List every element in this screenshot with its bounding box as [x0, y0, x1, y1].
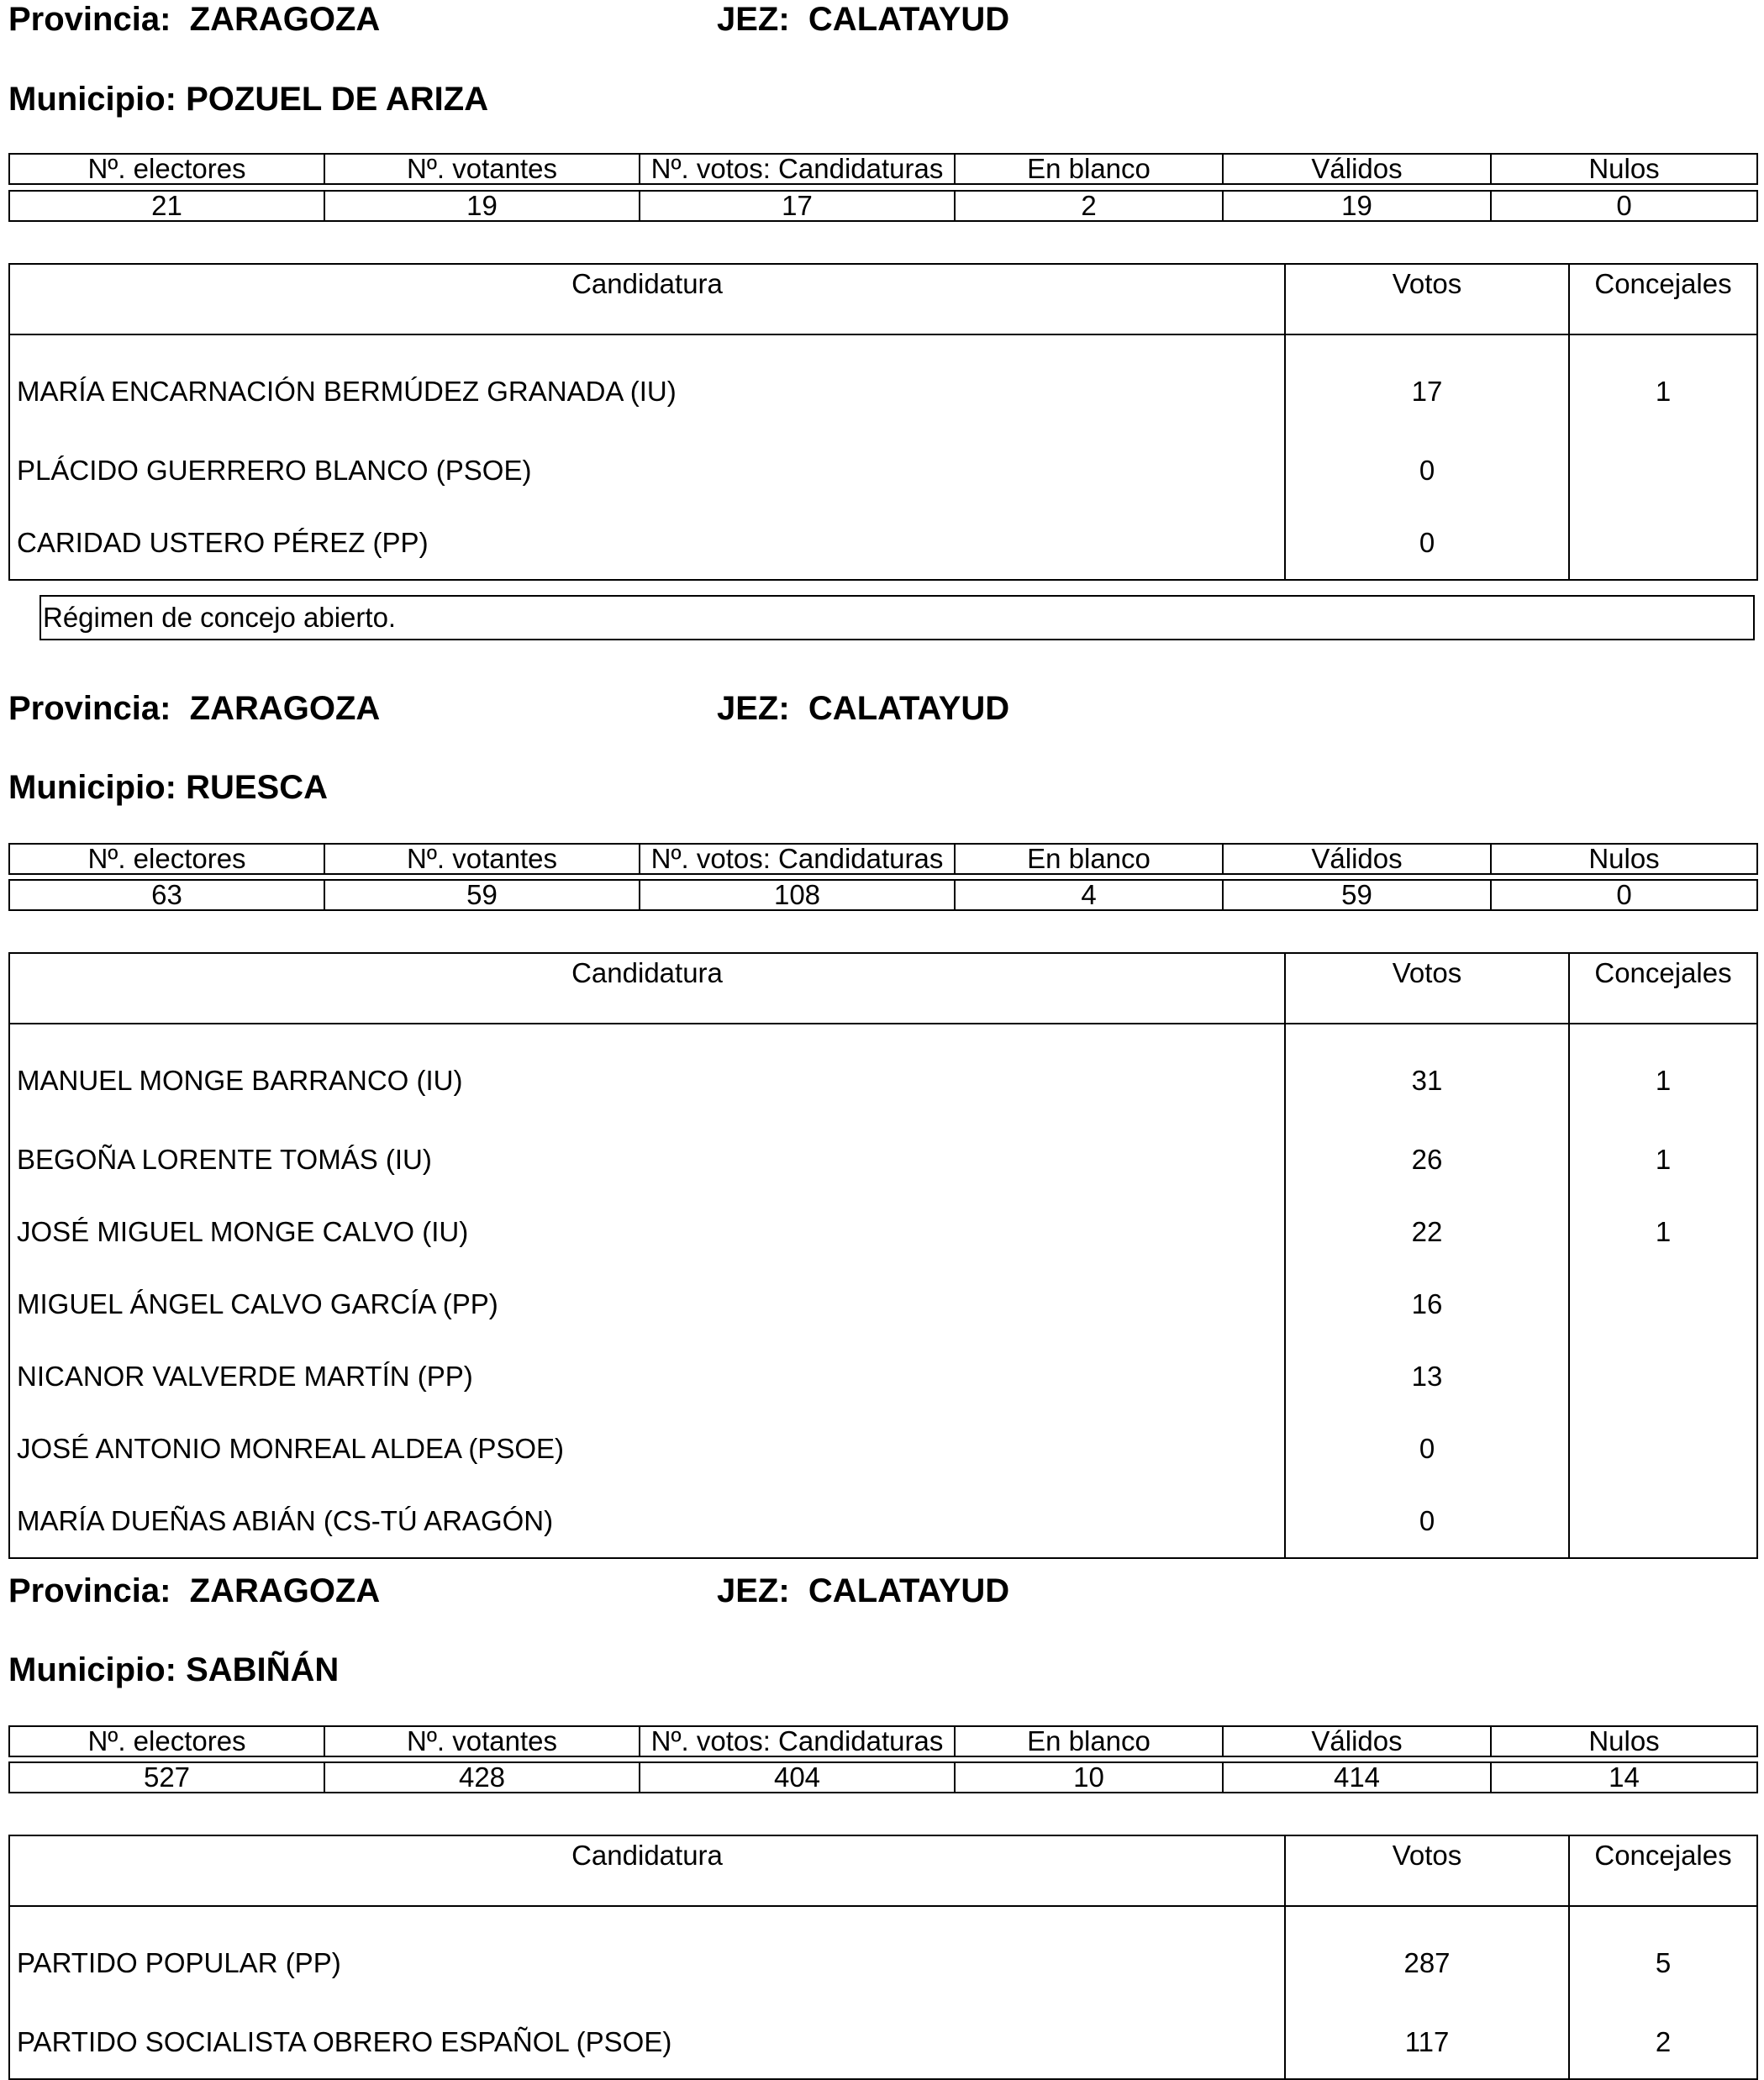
- candidates-header-row: [9, 1835, 1757, 1906]
- stat-value: 108: [640, 880, 955, 910]
- municipio-label: Municipio:: [8, 81, 176, 118]
- stat-header: Nº. votos: Candidaturas: [640, 844, 955, 874]
- concejo-abierto-note: Régimen de concejo abierto.: [39, 595, 1755, 640]
- candidate-votes: 0: [1285, 1485, 1569, 1558]
- stats-values-table: [8, 879, 1758, 911]
- stat-header: Válidos: [1223, 154, 1491, 184]
- jez-heading: [717, 1572, 1009, 1610]
- jez-value: CALATAYUD: [808, 1, 1010, 38]
- stats-values-row: [9, 191, 1757, 221]
- votos-header: Votos: [1285, 264, 1569, 334]
- candidate-votes: 0: [1285, 434, 1569, 507]
- stat-value: 4: [955, 880, 1223, 910]
- candidate-seats: 1: [1569, 1124, 1757, 1196]
- candidate-votes: 0: [1285, 1413, 1569, 1485]
- stats-header-table: [8, 153, 1758, 185]
- stats-header-table: [8, 843, 1758, 875]
- candidate-votes: 287: [1285, 1906, 1569, 2006]
- stats-values-row: [9, 1762, 1757, 1793]
- jez-heading: [717, 689, 1009, 728]
- provincia-label: Provincia:: [8, 690, 171, 727]
- candidate-row: [9, 434, 1757, 507]
- stat-header: Válidos: [1223, 844, 1491, 874]
- candidate-row: [9, 1340, 1757, 1413]
- stats-values-table: [8, 190, 1758, 222]
- candidate-seats: [1569, 1268, 1757, 1340]
- stat-header: En blanco: [955, 1726, 1223, 1756]
- stat-header: Nº. votos: Candidaturas: [640, 154, 955, 184]
- votos-header: Votos: [1285, 1835, 1569, 1906]
- candidate-votes: 13: [1285, 1340, 1569, 1413]
- provincia-label: Provincia:: [8, 1, 171, 38]
- provincia-value: ZARAGOZA: [189, 1572, 381, 1609]
- candidate-row: [9, 1906, 1757, 2006]
- jez-value: CALATAYUD: [808, 1572, 1010, 1609]
- concejales-header: Concejales: [1569, 1835, 1757, 1906]
- candidates-header-row: [9, 953, 1757, 1024]
- stat-value: 21: [9, 191, 324, 221]
- stat-value: 19: [324, 191, 640, 221]
- candidate-name: JOSÉ ANTONIO MONREAL ALDEA (PSOE): [9, 1413, 1285, 1485]
- candidate-votes: 26: [1285, 1124, 1569, 1196]
- stats-header-row: [9, 154, 1757, 184]
- candidate-votes: 0: [1285, 507, 1569, 580]
- candidate-seats: 5: [1569, 1906, 1757, 2006]
- candidate-row: [9, 1024, 1757, 1124]
- candidate-name: MANUEL MONGE BARRANCO (IU): [9, 1024, 1285, 1124]
- stat-header: En blanco: [955, 844, 1223, 874]
- candidatura-header: Candidatura: [9, 953, 1285, 1024]
- stat-header: Nulos: [1491, 154, 1757, 184]
- stat-header: Nº. votantes: [324, 154, 640, 184]
- candidate-row: [9, 1124, 1757, 1196]
- stat-value: 59: [324, 880, 640, 910]
- candidate-votes: 17: [1285, 334, 1569, 434]
- municipio-label: Municipio:: [8, 769, 176, 806]
- candidate-name: PLÁCIDO GUERRERO BLANCO (PSOE): [9, 434, 1285, 507]
- stat-value: 10: [955, 1762, 1223, 1793]
- stat-header: Nº. electores: [9, 844, 324, 874]
- candidate-row: [9, 1413, 1757, 1485]
- candidate-seats: 1: [1569, 1196, 1757, 1268]
- jez-label: JEZ:: [717, 1, 790, 38]
- candidatura-header: Candidatura: [9, 1835, 1285, 1906]
- stat-header: En blanco: [955, 154, 1223, 184]
- municipio-label: Municipio:: [8, 1651, 176, 1688]
- stat-header: Nº. votantes: [324, 1726, 640, 1756]
- provincia-value: ZARAGOZA: [189, 1, 381, 38]
- candidate-name: MARÍA DUEÑAS ABIÁN (CS-TÚ ARAGÓN): [9, 1485, 1285, 1558]
- candidate-seats: 1: [1569, 1024, 1757, 1124]
- candidate-row: [9, 1485, 1757, 1558]
- candidates-table: [8, 263, 1758, 581]
- stat-header: Válidos: [1223, 1726, 1491, 1756]
- candidate-seats: [1569, 507, 1757, 580]
- candidates-header-row: [9, 264, 1757, 334]
- municipio-heading: [8, 768, 328, 807]
- stat-header: Nulos: [1491, 844, 1757, 874]
- stat-value: 428: [324, 1762, 640, 1793]
- candidate-name: NICANOR VALVERDE MARTÍN (PP): [9, 1340, 1285, 1413]
- candidate-votes: 31: [1285, 1024, 1569, 1124]
- candidate-name: MARÍA ENCARNACIÓN BERMÚDEZ GRANADA (IU): [9, 334, 1285, 434]
- votos-header: Votos: [1285, 953, 1569, 1024]
- provincia-label: Provincia:: [8, 1572, 171, 1609]
- stat-value: 527: [9, 1762, 324, 1793]
- candidate-name: CARIDAD USTERO PÉREZ (PP): [9, 507, 1285, 580]
- municipio-heading: [8, 1651, 339, 1689]
- stat-value: 0: [1491, 880, 1757, 910]
- candidate-name: PARTIDO POPULAR (PP): [9, 1906, 1285, 2006]
- jez-label: JEZ:: [717, 1572, 790, 1609]
- jez-heading: [717, 0, 1009, 39]
- stat-value: 14: [1491, 1762, 1757, 1793]
- municipio-value: SABIÑÁN: [186, 1651, 340, 1688]
- municipio-value: RUESCA: [186, 769, 328, 806]
- jez-label: JEZ:: [717, 690, 790, 727]
- candidate-row: [9, 2006, 1757, 2079]
- candidate-seats: [1569, 434, 1757, 507]
- stat-value: 2: [955, 191, 1223, 221]
- stat-header: Nº. electores: [9, 1726, 324, 1756]
- stats-values-row: [9, 880, 1757, 910]
- provincia-heading: [8, 1572, 380, 1610]
- candidate-votes: 117: [1285, 2006, 1569, 2079]
- stats-values-table: [8, 1761, 1758, 1793]
- stat-header: Nº. electores: [9, 154, 324, 184]
- candidate-name: MIGUEL ÁNGEL CALVO GARCÍA (PP): [9, 1268, 1285, 1340]
- candidate-row: [9, 1268, 1757, 1340]
- candidate-seats: [1569, 1413, 1757, 1485]
- candidate-name: PARTIDO SOCIALISTA OBRERO ESPAÑOL (PSOE): [9, 2006, 1285, 2079]
- candidate-name: BEGOÑA LORENTE TOMÁS (IU): [9, 1124, 1285, 1196]
- candidate-name: JOSÉ MIGUEL MONGE CALVO (IU): [9, 1196, 1285, 1268]
- candidate-seats: 2: [1569, 2006, 1757, 2079]
- concejales-header: Concejales: [1569, 264, 1757, 334]
- municipio-value: POZUEL DE ARIZA: [186, 81, 489, 118]
- stats-header-row: [9, 1726, 1757, 1756]
- candidate-row: [9, 1196, 1757, 1268]
- provincia-heading: [8, 689, 380, 728]
- stat-value: 0: [1491, 191, 1757, 221]
- stat-value: 63: [9, 880, 324, 910]
- stat-header: Nulos: [1491, 1726, 1757, 1756]
- candidate-votes: 16: [1285, 1268, 1569, 1340]
- provincia-heading: [8, 0, 380, 39]
- stat-header: Nº. votantes: [324, 844, 640, 874]
- concejales-header: Concejales: [1569, 953, 1757, 1024]
- stat-value: 59: [1223, 880, 1491, 910]
- stats-header-table: [8, 1725, 1758, 1757]
- jez-value: CALATAYUD: [808, 690, 1010, 727]
- stat-value: 404: [640, 1762, 955, 1793]
- candidates-table: [8, 1835, 1758, 2080]
- municipio-heading: [8, 80, 488, 118]
- candidate-seats: 1: [1569, 334, 1757, 434]
- candidate-seats: [1569, 1340, 1757, 1413]
- candidatura-header: Candidatura: [9, 264, 1285, 334]
- stat-value: 17: [640, 191, 955, 221]
- stat-value: 19: [1223, 191, 1491, 221]
- stat-header: Nº. votos: Candidaturas: [640, 1726, 955, 1756]
- candidate-seats: [1569, 1485, 1757, 1558]
- stats-header-row: [9, 844, 1757, 874]
- provincia-value: ZARAGOZA: [189, 690, 381, 727]
- stat-value: 414: [1223, 1762, 1491, 1793]
- candidate-votes: 22: [1285, 1196, 1569, 1268]
- candidates-table: [8, 952, 1758, 1559]
- candidate-row: [9, 334, 1757, 434]
- candidate-row: [9, 507, 1757, 580]
